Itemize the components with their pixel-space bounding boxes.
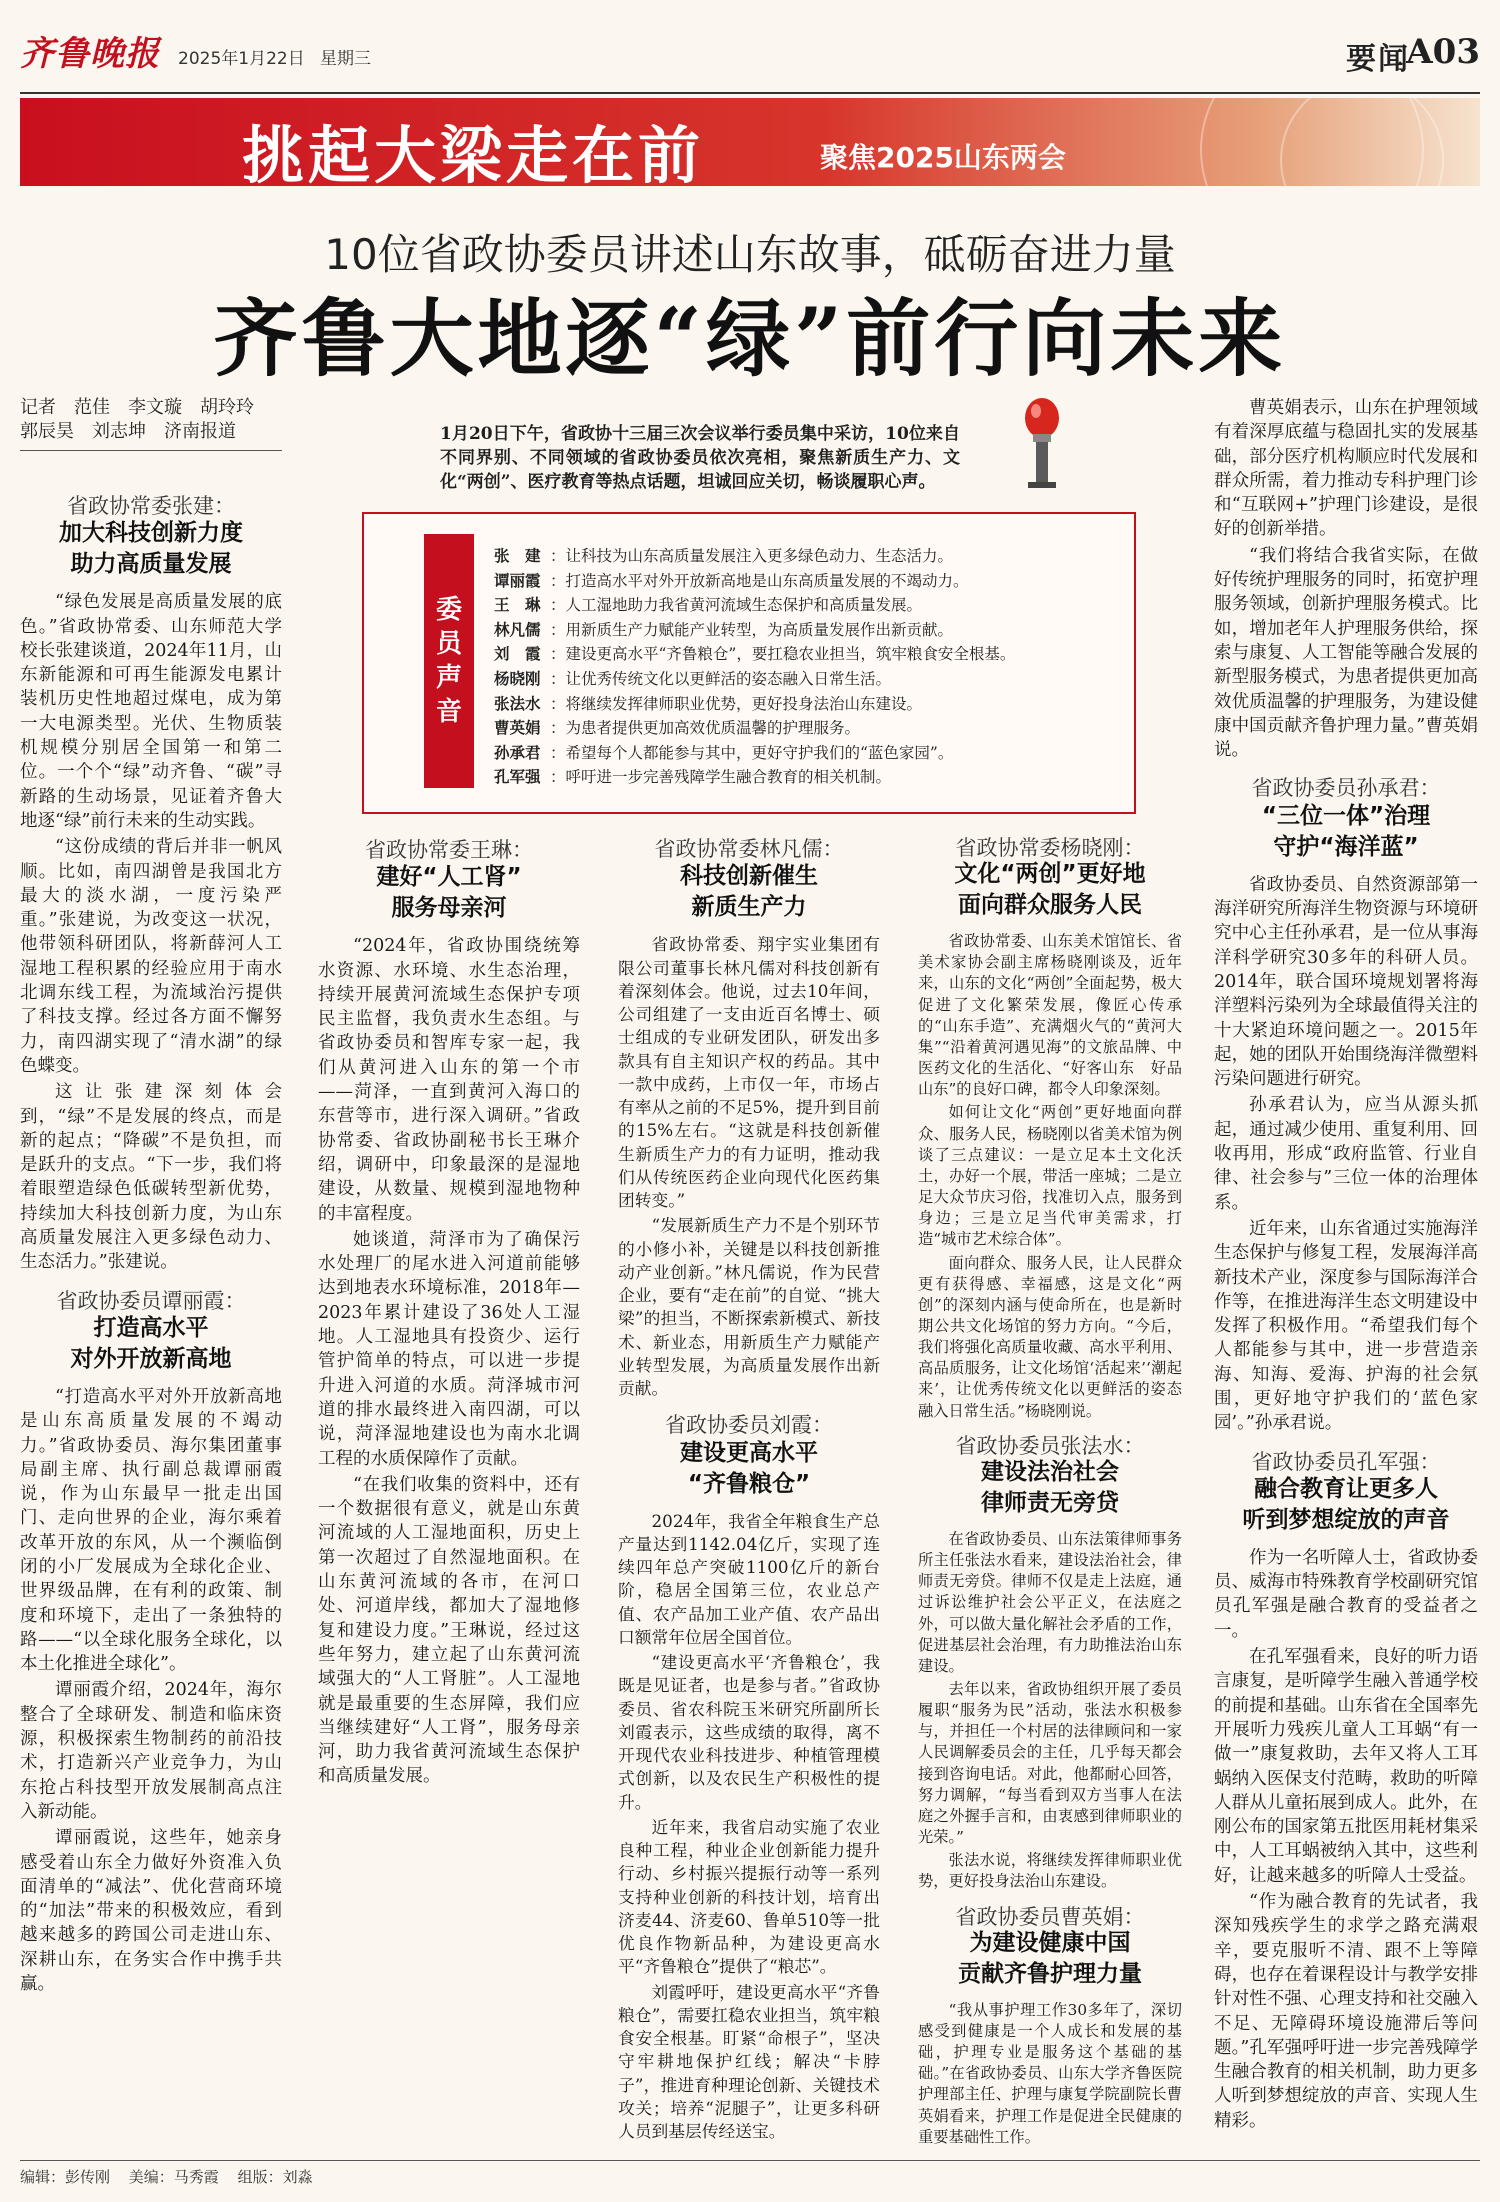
body-paragraph: 孙承君认为，应当从源头抓起，通过减少使用、重复利用、回收再用，形成“政府监管、行业自律、社会参与”三位一体的治理体系。 bbox=[1214, 1095, 1478, 1213]
body-paragraph: “我们将结合我省实际，在做好传统护理服务的同时，拓宽护理服务领域，创新护理服务模式。比如，增加老年人护理服务供给，探索与康复、人工智能等融合发展的新型服务模式，为患者提供更加高效优质温馨的护理服务，为建设健康中国贡献齐鲁护理力量。”曹英娟说。 bbox=[1214, 545, 1478, 761]
issue-date: 2025年1月22日 bbox=[178, 49, 305, 69]
section-heading: 省政协委员曹英娟： 为建设健康中国 贡献齐鲁护理力量 bbox=[955, 1904, 1145, 1987]
banner-title: 挑起大梁走在前 bbox=[242, 119, 705, 186]
section-heading: 省政协委员孔军强： 融合教育让更多人 听到梦想绽放的声音 bbox=[1242, 1449, 1450, 1533]
body-paragraph: 近年来，我省启动实施了农业良种工程，种业企业创新能力提升行动、乡村振兴提振行动等一系列支持种业创新的科技计划，培育出济麦44、济麦60、鲁单510等一批优良作物新品种，为建设更高水平“齐鲁粮仓”提供了“粮芯”。 bbox=[618, 1816, 880, 1977]
body-paragraph: “2024年，省政协围绕统筹水资源、水环境、水生态治理，持续开展黄河流域生态保护专项民主监督，我负责水生态组。与省政协委员和智库专家一起，我们从黄河进入山东的第一个市——菏泽，一直到黄河入海口的东营等市，进行深入调研。”省政协常委、省政协副秘书长王琳介绍，调研中，印象最深的是湿地建设，从数量、规模到湿地物种的丰富程度。 bbox=[318, 936, 580, 1224]
layout-credit: 组版：刘淼 bbox=[237, 2168, 313, 2186]
voices-list bbox=[494, 544, 1124, 790]
section-heading: 省政协常委林凡儒： 科技创新催生 新质生产力 bbox=[654, 837, 844, 921]
body-paragraph: 近年来，山东省通过实施海洋生态保护与修复工程，发展海洋高新技术产业，深度参与国际海洋合作等，在推进海洋生态文明建设中发挥了积极作用。“希望我们每个人都能参与其中，进一步营造亲海、知海、爱海、护海的社会氛围，更好地守护我们的‘蓝色家园’。”孙承君说。 bbox=[1214, 1218, 1478, 1434]
top-rule bbox=[20, 92, 1480, 94]
editor-credit: 编辑：彭传刚 bbox=[20, 2168, 111, 2186]
body-paragraph: “在我们收集的资料中，还有一个数据很有意义，就是山东黄河流域的人工湿地面积，历史上第一次超过了自然湿地面积。在山东黄河流域的各市，在河口处、河道岸线，都加大了湿地修复和建设力度。”王琳说，经过这些年努力，建立起了山东黄河流域强大的“人工肾脏”。人工湿地就是最重要的生态屏障，我们应当继续建好“人工肾”，服务母亲河，助力我省黄河流域生态保护和高质量发展。 bbox=[318, 1474, 580, 1787]
section-heading: 省政协委员谭丽霞： 打造高水平 对外开放新高地 bbox=[56, 1288, 246, 1372]
section-heading: 省政协委员孙承君： “三位一体”治理 守护“海洋蓝” bbox=[1251, 776, 1441, 860]
body-paragraph: 面向群众、服务人民，让人民群众更有获得感、幸福感，这是文化“两创”的深刻内涵与使命所在，也是新时期公共文化场馆的努力方向。“今后，我们将强化高质量收藏、高水平利用、高品质服务，让文化场馆‘活起来’‘潮起来’，让优秀传统文化以更鲜活的姿态融入日常生活。”杨晓刚说。 bbox=[918, 1253, 1182, 1420]
list-item: 曹英娟 ：为患者提供更加高效优质温馨的护理服务。 bbox=[494, 718, 861, 738]
body-paragraph: 在省政协委员、山东法策律师事务所主任张法水看来，建设法治社会，律师责无旁贷。律师不仅是走上法庭，通过诉讼维护社会公平正义，在法庭之外，可以做大量化解社会矛盾的工作，促进基层社会治理，有力助推法治山东建设。 bbox=[918, 1529, 1182, 1675]
body-paragraph: 谭丽霞介绍，2024年，海尔整合了全球研发、制造和临床资源，积极探索生物制药的前沿技术，打造新兴产业竞争力，为山东抢占科技型开放发展制高点注入新动能。 bbox=[20, 1680, 282, 1822]
byline bbox=[20, 396, 282, 451]
lead-paragraph: 1月20日下午，省政协十三届三次会议举行委员集中采访，10位来自不同界别、不同领域的省政协委员依次亮相，聚焦新质生产力、文化“两创”、医疗教育等热点话题，坦诚回应关切，畅谈履职心声。 bbox=[440, 424, 960, 492]
weekday: 星期三 bbox=[320, 49, 371, 69]
microphone-icon bbox=[1012, 396, 1072, 506]
banner-subtitle: 聚焦2025山东两会 bbox=[820, 141, 1066, 174]
list-item: 孔军强 ：呼吁进一步完善残障学生融合教育的相关机制。 bbox=[494, 767, 892, 787]
body-paragraph: 作为一名听障人士，省政协委员、威海市特殊教育学校副研究馆员孔军强是融合教育的受益者之一。 bbox=[1214, 1547, 1478, 1641]
article-column bbox=[1214, 396, 1478, 2135]
body-paragraph: “作为融合教育的先试者，我深知残疾学生的求学之路充满艰辛，要克服听不清、跟不上等障碍，也存在着课程设计与教学安排针对性不强、心理支持和社交融入不足、无障碍环境设施滞后等问题。”孔军强呼吁进一步完善残障学生融合教育的相关机制，助力更多人听到梦想绽放的声音、实现人生精彩。 bbox=[1214, 1892, 1478, 2131]
article-column bbox=[918, 838, 1182, 2150]
list-item: 杨晓刚 ：让优秀传统文化以更鲜活的姿态融入日常生活。 bbox=[494, 668, 892, 688]
body-paragraph: 2024年，我省全年粮食生产总产量达到1142.04亿斤，实现了连续四年总产突破1100亿斤的新台阶，稳居全国第三位，农业总产值、农产品加工业产值、农产品出口额常年位居全国首位。 bbox=[618, 1510, 880, 1647]
section-heading: 省政协常委王琳： 建好“人工肾” 服务母亲河 bbox=[365, 838, 533, 922]
voices-tab-label: 委 员 声 音 bbox=[424, 534, 474, 788]
bottom-rule bbox=[20, 2160, 1480, 2161]
list-item: 孙承君 ：希望每个人都能参与其中，更好守护我们的“蓝色家园”。 bbox=[494, 742, 954, 762]
body-paragraph: 省政协常委、翔宇实业集团有限公司董事长林凡儒对科技创新有着深刻体会。他说，过去10年间，公司组建了一支由近百名博士、硕士组成的专业研发团队，研发出多款具有自主知识产权的药品。其中一款中成药，上市仅一年，市场占有率从之前的不足5%，提升到目前的15%左右。“这就是科技创新催生新质生产力的有力证明，推动我们从传统医药企业向现代化医药集团转变。” bbox=[618, 934, 880, 1210]
article-column bbox=[20, 480, 282, 1998]
byline-line: 郭辰昊 刘志坤 济南报道 bbox=[20, 421, 236, 442]
body-paragraph: “这份成绩的背后并非一帆风顺。比如，南四湖曾是我国北方最大的淡水湖，一度污染严重。”张建说，为改变这一状况，他带领科研团队，将新薛河人工湿地工程积累的经验应用于南水北调东线工程，为流域治污提供了科技支撑。经过各方面不懈努力，南四湖实现了“清水湖”的绿色蝶变。 bbox=[20, 837, 282, 1076]
body-paragraph: “绿色发展是高质量发展的底色。”省政协常委、山东师范大学校长张建谈道，2024年11月，山东新能源和可再生能源发电累计装机历史性地超过煤电，成为第一大电源类型。光伏、生物质装机规模分别居全国第一和第二位。一个个“绿”动齐鲁、“碳”寻新路的生动场景，见证着齐鲁大地逐“绿”前行未来的生动实践。 bbox=[20, 592, 282, 831]
body-paragraph: “我从事护理工作30多年了，深切感受到健康是一个人成长和发展的基础，护理专业是服务这个基础的基础。”在省政协委员、山东大学齐鲁医院护理部主任、护理与康复学院副院长曹英娟看来，护理工作是促进全民健康的重要基础性工作。 bbox=[918, 2000, 1182, 2146]
page-number: A03 bbox=[1406, 32, 1480, 72]
body-paragraph: 刘霞呼吁，建设更高水平“齐鲁粮仓”，需要扛稳农业担当，筑牢粮食安全根基。盯紧“命根子”，坚决守牢耕地保护红线；解决“卡脖子”，推进育种理论创新、关键技术攻关；培养“泥腿子”，让更多科研人员到基层传经送宝。 bbox=[618, 1981, 880, 2141]
main-headline: 齐鲁大地逐“绿”前行向未来 bbox=[213, 289, 1287, 388]
body-paragraph: 她谈道，菏泽市为了确保污水处理厂的尾水进入河道前能够达到地表水环境标准，2018年—2023年累计建设了36处人工湿地。人工湿地具有投资少、运行管护简单的特点，可以进一步提升进入河道的水质。菏泽城市河道的排水最终进入南四湖，可以说，菏泽湿地建设也为南水北调工程的水质保障作了贡献。 bbox=[318, 1229, 580, 1469]
committee-voices-box bbox=[362, 512, 1136, 814]
body-paragraph: “打造高水平对外开放新高地是山东高质量发展的不竭动力。”省政协委员、海尔集团董事局副主席、执行副总裁谭丽霞说，作为山东最早一批走出国门、走向世界的企业，海尔乘着改革开放的东风，从一个濒临倒闭的小厂发展成为全球化企业、世界级品牌，在有利的政策、制度和环境下，走出了一条独特的路——“以全球化服务全球化，以本土化推进全球化”。 bbox=[20, 1386, 282, 1675]
body-paragraph: 在孔军强看来，良好的听力语言康复，是听障学生融入普通学校的前提和基础。山东省在全国率先开展听力残疾儿童人工耳蜗“有一做一”康复救助，去年又将人工耳蜗纳入医保支付范畴，救助的听障人群从儿童拓展到成人。此外，在刚公布的国家第五批医用耗材集采中，人工耳蜗被纳入其中，这些利好，让越来越多的听障人士受益。 bbox=[1214, 1647, 1478, 1886]
body-paragraph: 曹英娟表示，山东在护理领域有着深厚底蕴与稳固扎实的发展基础，部分医疗机构顺应时代发展和群众所需，着力推动专科护理门诊和“互联网+”护理门诊建设，是很好的创新举措。 bbox=[1214, 398, 1478, 540]
body-paragraph: 如何让文化“两创”更好地面向群众、服务人民，杨晓刚以省美术馆为例谈了三点建议：一是立足本土文化沃土，办好一个展，带活一座城；二是立足大众节庆习俗，找准切入点，服务到身边；三是立足当代审美需求，打造“城市艺术综合体”。 bbox=[918, 1103, 1182, 1249]
list-item: 王 琳 ：人工湿地助力我省黄河流域生态保护和高质量发展。 bbox=[494, 595, 923, 615]
list-item: 张法水 ：将继续发挥律师职业优势，更好投身法治山东建设。 bbox=[494, 693, 923, 713]
article-column bbox=[318, 838, 580, 1791]
body-paragraph: 去年以来，省政协组织开展了委员履职“服务为民”活动，张法水积极参与，并担任一个村居的法律顾问和一家人民调解委员会的主任，几乎每天都会接到咨询电话。对此，他都耐心回答，努力调解，“每当看到双方当事人在法庭之外握手言和，由衷感到律师职业的光荣。” bbox=[918, 1680, 1182, 1847]
body-paragraph: “发展新质生产力不是个别环节的小修小补，关键是以科技创新推动产业创新。”林凡儒说，作为民营企业，要有“走在前”的自觉、“挑大梁”的担当，不断探索新模式、新技术、新业态，用新质生产力赋能产业转型发展，为高质量发展作出新贡献。 bbox=[618, 1215, 880, 1398]
masthead bbox=[20, 8, 1480, 88]
list-item: 张 建 ：让科技为山东高质量发展注入更多绿色动力、生态活力。 bbox=[494, 546, 954, 565]
section-heading: 省政协委员张法水： 建设法治社会 律师责无旁贷 bbox=[955, 1433, 1145, 1516]
article-column bbox=[618, 838, 880, 2145]
section-heading: 省政协常委杨晓刚： 文化“两创”更好地 面向群众服务人民 bbox=[954, 836, 1146, 919]
kicker-headline: 10位省政协委员讲述山东故事，砥砺奋进力量 bbox=[324, 230, 1176, 279]
section-heading: 省政协常委张建： 加大科技创新力度 助力高质量发展 bbox=[59, 494, 243, 578]
list-item: 林凡儒 ：用新质生产力赋能产业转型，为高质量发展作出新贡献。 bbox=[494, 619, 954, 639]
section-heading: 省政协委员刘霞： 建设更高水平 “齐鲁粮仓” bbox=[665, 1413, 833, 1497]
byline-line: 记者 范佳 李文璇 胡玲玲 bbox=[20, 397, 254, 418]
designer-credit: 美编：马秀霞 bbox=[128, 2168, 219, 2186]
body-paragraph: 张法水说，将继续发挥律师职业优势，更好投身法治山东建设。 bbox=[918, 1851, 1182, 1891]
body-paragraph: 省政协委员、自然资源部第一海洋研究所海洋生物资源与环境研究中心主任孙承君，是一位从事海洋科学研究30多年的科研人员。2014年，联合国环境规划署将海洋塑料污染列为全球最值得关注的十大紧迫环境问题之一。2015年起，她的团队开始围绕海洋微塑料污染问题进行研究。 bbox=[1214, 874, 1478, 1090]
body-paragraph: “建设更高水平‘齐鲁粮仓’，我既是见证者，也是参与者。”省政协委员、省农科院玉米研究所副所长刘霞表示，这些成绩的取得，离不开现代农业科技进步、种植管理模式创新，以及农民生产积极性的提升。 bbox=[618, 1652, 880, 1812]
paper-logo: 齐鲁晚报 bbox=[20, 34, 160, 74]
list-item: 谭丽霞 ：打造高水平对外开放新高地是山东高质量发展的不竭动力。 bbox=[494, 570, 969, 590]
body-paragraph: 谭丽霞说，这些年，她亲身感受着山东全力做好外资准入负面清单的“减法”、优化营商环境的“加法”带来的积极效应，看到越来越多的跨国公司走进山东、深耕山东，在务实合作中携手共赢。 bbox=[20, 1828, 282, 1995]
section-label: 要闻 bbox=[1346, 42, 1410, 77]
body-paragraph: 省政协常委、山东美术馆馆长、省美术家协会副主席杨晓刚谈及，近年来，山东的文化“两创”全面起势，极大促进了文化繁荣发展，像匠心传承的“山东手造”、充满烟火气的“黄河大集”“沿着黄河遇见海”的文旅品牌、中医药文化的生活化、“好客山东 好品山东”的良好口碑，都令人印象深刻。 bbox=[918, 932, 1182, 1099]
topic-banner bbox=[20, 98, 1480, 186]
list-item: 刘 霞 ：建设更高水平“齐鲁粮仓”，要扛稳农业担当，筑牢粮食安全根基。 bbox=[494, 644, 1016, 664]
footer-credits bbox=[20, 2166, 327, 2187]
body-paragraph: 这让张建深刻体会到，“绿”不是发展的终点，而是新的起点；“降碳”不是负担，而是跃升的支点。“下一步，我们将着眼塑造绿色低碳转型新优势，持续加大科技创新力度，为山东高质量发展注入更多绿色动力、生态活力。”张建说。 bbox=[20, 1082, 282, 1273]
